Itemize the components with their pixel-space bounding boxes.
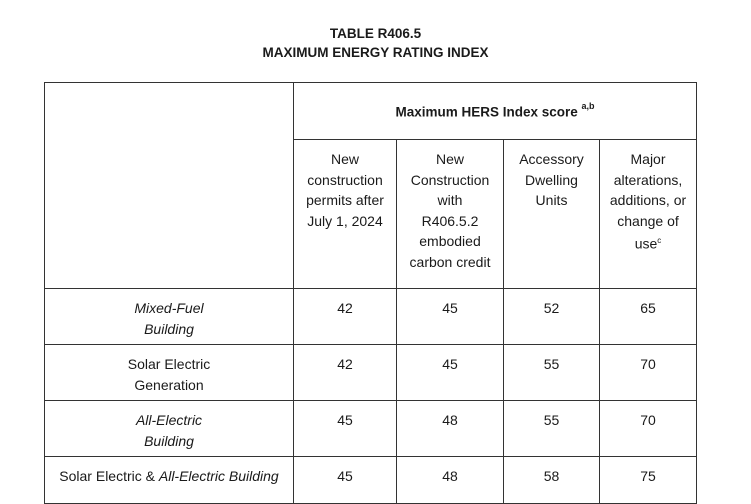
energy-rating-table [44,82,697,504]
table-cell: 42 [294,345,397,401]
table-row [45,457,697,504]
table-cell: 48 [397,457,504,504]
table-row [45,345,697,401]
group-header [294,83,697,140]
column-note: c [657,236,662,245]
table-title: TABLE R406.5 [329,26,422,41]
row-label: Solar Electric & All-Electric Building [45,457,294,504]
row-label: All-Electric Building [45,401,294,457]
column-header: New construction permits after July 1, 2024 [294,140,397,289]
group-header-label: Maximum HERS Index score [395,104,578,120]
row-label: Solar Electric Generation [45,345,294,401]
table-title-block [0,24,751,62]
table-cell: 45 [397,345,504,401]
column-header: Major alterations, additions, or change of use$^c$ [600,140,697,289]
table-cell: 65 [600,289,697,345]
row-label: Mixed-Fuel Building [45,289,294,345]
table-cell: 42 [294,289,397,345]
table-cell: 70 [600,345,697,401]
table-row [45,401,697,457]
table-cell: 48 [397,401,504,457]
column-header: Accessory Dwelling Units [504,140,600,289]
corner-cell [45,83,294,289]
table-cell: 45 [294,457,397,504]
table-cell: 55 [504,401,600,457]
table-subtitle: MAXIMUM ENERGY RATING INDEX [262,45,489,60]
table-cell: 58 [504,457,600,504]
table-cell: 52 [504,289,600,345]
group-header-note: a,b [581,100,595,111]
table-cell: 70 [600,401,697,457]
table-row [45,289,697,345]
table-cell: 45 [294,401,397,457]
table-cell: 45 [397,289,504,345]
table-cell: 55 [504,345,600,401]
table-cell: 75 [600,457,697,504]
column-header: New Construction with R406.5.2 embodied carbon credit [397,140,504,289]
